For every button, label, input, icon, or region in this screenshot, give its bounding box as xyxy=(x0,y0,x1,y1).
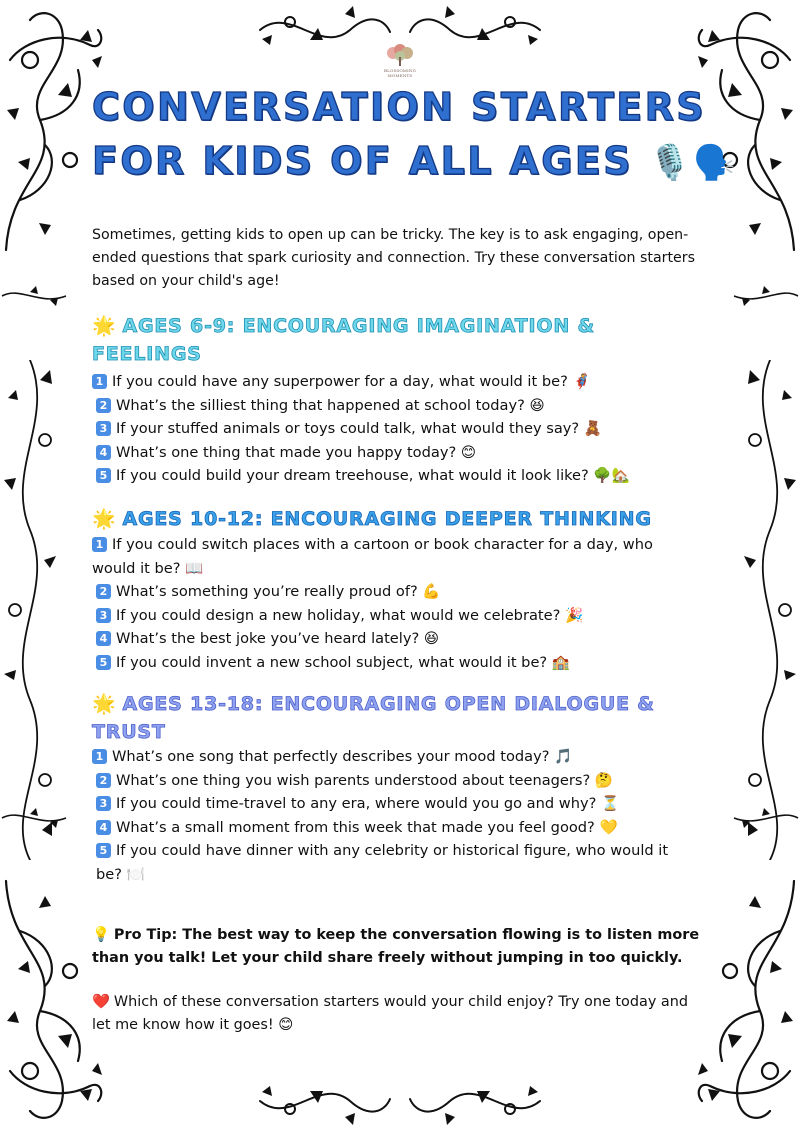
list-item xyxy=(96,816,692,840)
number-badge: 4 xyxy=(96,820,111,835)
right-lower-sprig-ornament xyxy=(730,806,800,830)
list-item xyxy=(96,769,692,793)
question-text: What’s a small moment from this week that made you feel good? 💛 xyxy=(116,818,618,836)
number-badge: 2 xyxy=(96,584,111,599)
question-text: If you could have any superpower for a day, what would it be? 🦸 xyxy=(112,373,591,390)
number-badge: 2 xyxy=(96,398,111,413)
question-text: If you could time-travel to any era, where would you go and why? ⏳ xyxy=(116,795,620,812)
question-text: What’s one song that perfectly describes your mood today? 🎵 xyxy=(112,748,573,765)
question-list-ages-6-9 xyxy=(92,370,692,488)
section-heading-text: AGES 6-9: ENCOURAGING IMAGINATION & FEELINGS xyxy=(92,315,595,365)
section-heading-text: AGES 10-12: ENCOURAGING DEEPER THINKING xyxy=(122,508,652,530)
question-list-ages-10-12 xyxy=(92,533,692,674)
list-item xyxy=(96,651,692,675)
list-item xyxy=(96,839,692,886)
question-text: What’s the silliest thing that happened at school today? 😆 xyxy=(116,396,545,414)
page-title xyxy=(92,80,739,190)
question-text: If you could build your dream treehouse, what would it look like? 🌳🏡 xyxy=(116,467,630,484)
pro-tip xyxy=(92,924,712,969)
left-sprig-ornament xyxy=(0,284,70,308)
list-item xyxy=(92,533,692,580)
question-text: What’s something you’re really proud of? 💪 xyxy=(116,583,441,600)
number-badge: 1 xyxy=(92,749,107,764)
list-item xyxy=(92,745,692,769)
question-text: If your stuffed animals or toys could talk, what would they say? 🧸 xyxy=(116,420,602,437)
list-item xyxy=(96,441,692,465)
list-item xyxy=(96,417,692,441)
number-badge: 3 xyxy=(96,421,111,436)
question-list-ages-13-18 xyxy=(92,745,692,886)
question-text: What’s one thing that made you happy today? 😊 xyxy=(116,443,477,461)
list-item xyxy=(96,792,692,816)
left-side-vine-ornament xyxy=(0,360,62,860)
number-badge: 1 xyxy=(92,537,107,552)
tree-logo-icon xyxy=(383,44,417,68)
star-icon: 🌟 xyxy=(92,508,117,530)
right-side-vine-ornament xyxy=(738,360,800,860)
number-badge: 5 xyxy=(96,655,111,670)
number-badge: 3 xyxy=(96,796,111,811)
list-item xyxy=(96,627,692,651)
number-badge: 5 xyxy=(96,843,111,858)
question-text: If you could switch places with a cartoon or book character for a day, who would it be? 📖 xyxy=(92,536,653,577)
section-heading-ages-10-12 xyxy=(92,505,692,533)
title-line-1: CONVERSATION STARTERS xyxy=(92,85,707,129)
star-icon: 🌟 xyxy=(92,693,117,715)
title-line-2 xyxy=(92,134,739,190)
number-badge: 3 xyxy=(96,608,111,623)
list-item xyxy=(92,370,692,394)
star-icon: 🌟 xyxy=(92,315,117,337)
closing-message xyxy=(92,991,692,1036)
section-heading-ages-13-18 xyxy=(92,690,692,746)
heart-icon: ❤️ xyxy=(92,994,110,1010)
corner-ornament-bottom-right xyxy=(690,871,800,1131)
section-heading-ages-6-9 xyxy=(92,312,692,368)
pro-tip-text: Pro Tip: The best way to keep the conversation flowing is to listen more than you talk! Let your child share freely without jumping in too quickly. xyxy=(92,927,700,966)
question-text: If you could design a new holiday, what would we celebrate? 🎉 xyxy=(116,606,584,624)
title-line-2-text: FOR KIDS OF ALL AGES xyxy=(92,139,633,183)
question-text: If you could invent a new school subject, what would it be? 🏫 xyxy=(116,653,570,671)
number-badge: 4 xyxy=(96,445,111,460)
intro-paragraph: Sometimes, getting kids to open up can be tricky. The key is to ask engaging, open-ended questions that spark curiosity and connection. Try these conversation starters based on your child's age! xyxy=(92,227,696,289)
microphone-speaking-head-icon: 🎙️🗣️ xyxy=(648,143,739,183)
logo-text: BLOSSOMING MOMENTS xyxy=(384,68,416,78)
list-item xyxy=(96,464,692,488)
list-item xyxy=(96,580,692,604)
right-sprig-ornament xyxy=(730,284,800,308)
section-heading-text: AGES 13-18: ENCOURAGING OPEN DIALOGUE & TRUST xyxy=(92,693,655,743)
list-item xyxy=(96,394,692,418)
list-item xyxy=(96,604,692,628)
bottom-vine-ornament xyxy=(250,1071,550,1131)
number-badge: 1 xyxy=(92,374,107,389)
number-badge: 5 xyxy=(96,468,111,483)
question-text: What’s the best joke you’ve heard lately? 😆 xyxy=(116,630,440,647)
number-badge: 4 xyxy=(96,631,111,646)
number-badge: 2 xyxy=(96,773,111,788)
left-lower-sprig-ornament xyxy=(0,806,70,830)
closing-text: Which of these conversation starters would your child enjoy? Try one today and let me know how it goes! 😊 xyxy=(92,994,688,1033)
question-text: If you could have dinner with any celebrity or historical figure, who would it be? 🍽️ xyxy=(96,842,669,883)
question-text: What’s one thing you wish parents understood about teenagers? 🤔 xyxy=(116,771,614,789)
brand-logo xyxy=(371,40,429,82)
lightbulb-icon: 💡 xyxy=(92,927,110,943)
